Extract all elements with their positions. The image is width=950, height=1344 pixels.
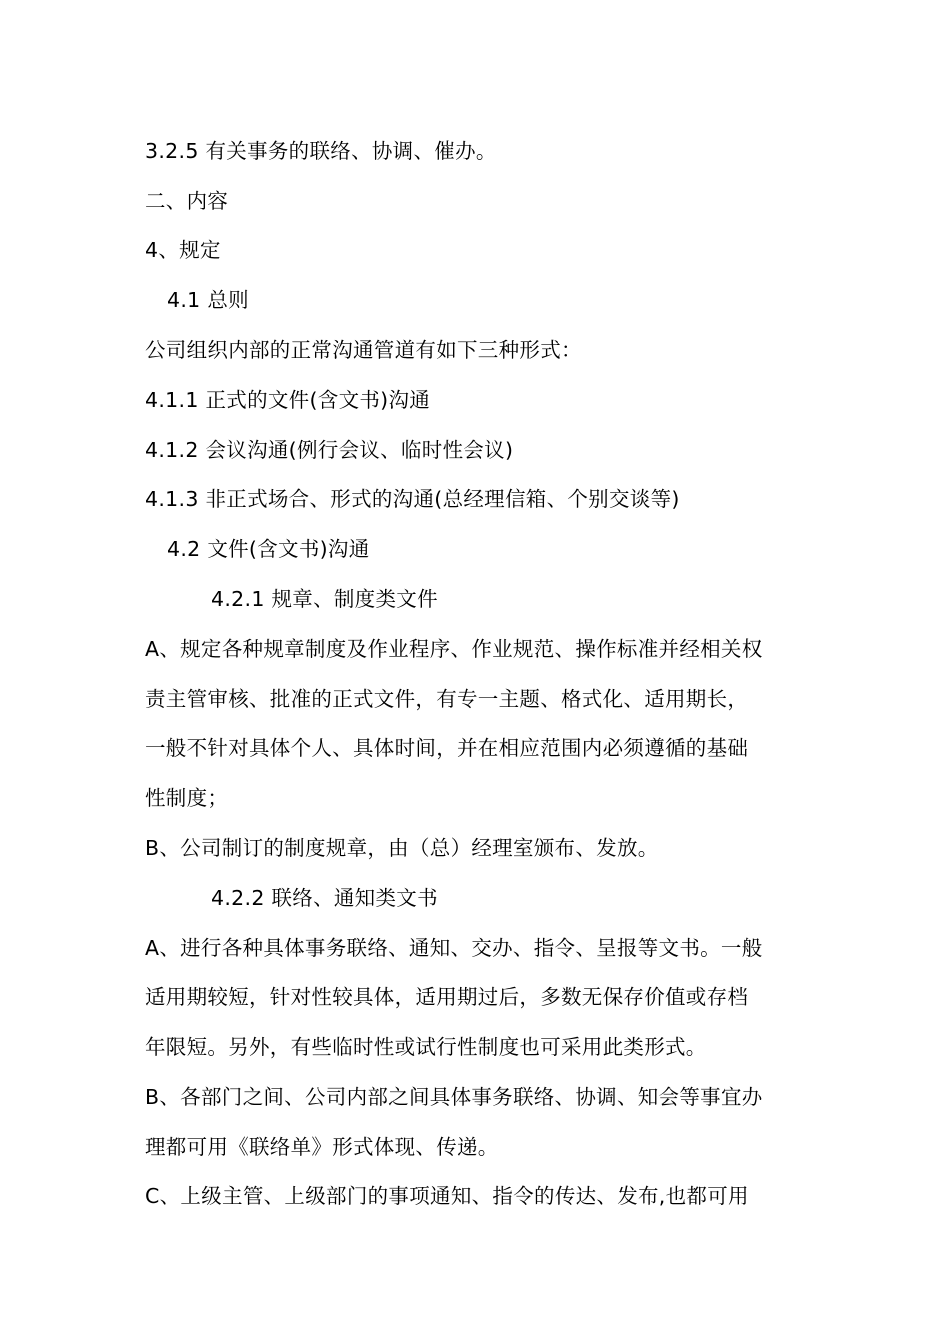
- text-line: A、规定各种规章制度及作业程序、作业规范、操作标准并经相关权: [145, 637, 763, 661]
- text-line: 年限短。另外，有些临时性或试行性制度也可采用此类形式。: [145, 1035, 707, 1059]
- text-line: 4.1.3 非正式场合、形式的沟通(总经理信箱、个别交谈等): [145, 487, 680, 511]
- text-line: 3.2.5 有关事务的联络、协调、催办。: [145, 139, 497, 163]
- text-line: 责主管审核、批准的正式文件，有专一主题、格式化、适用期长，: [145, 687, 749, 711]
- text-line: 4.1.1 正式的文件(含文书)沟通: [145, 388, 431, 412]
- text-line: 性制度；: [145, 786, 229, 810]
- text-line: C、上级主管、上级部门的事项通知、指令的传达、发布,也都可用: [145, 1184, 749, 1208]
- subsection-heading: 4.2 文件(含文书)沟通: [167, 537, 370, 561]
- section-heading: 4、规定: [145, 238, 221, 262]
- text-line: B、各部门之间、公司内部之间具体事务联络、协调、知会等事宜办: [145, 1085, 763, 1109]
- text-line: 理都可用《联络单》形式体现、传递。: [145, 1135, 499, 1159]
- text-line: B、公司制订的制度规章，由（总）经理室颁布、发放。: [145, 836, 659, 860]
- section-heading: 二、内容: [145, 189, 229, 213]
- text-line: 4.1.2 会议沟通(例行会议、临时性会议): [145, 438, 514, 462]
- text-line: 适用期较短，针对性较具体，适用期过后，多数无保存价值或存档: [145, 985, 749, 1009]
- text-line: 公司组织内部的正常沟通管道有如下三种形式：: [145, 338, 582, 362]
- text-line: 一般不针对具体个人、具体时间，并在相应范围内必须遵循的基础: [145, 736, 749, 760]
- text-line: A、进行各种具体事务联络、通知、交办、指令、呈报等文书。一般: [145, 936, 763, 960]
- subsection-heading: 4.2.2 联络、通知类文书: [211, 886, 438, 910]
- subsection-heading: 4.2.1 规章、制度类文件: [211, 587, 438, 611]
- subsection-heading: 4.1 总则: [167, 288, 249, 312]
